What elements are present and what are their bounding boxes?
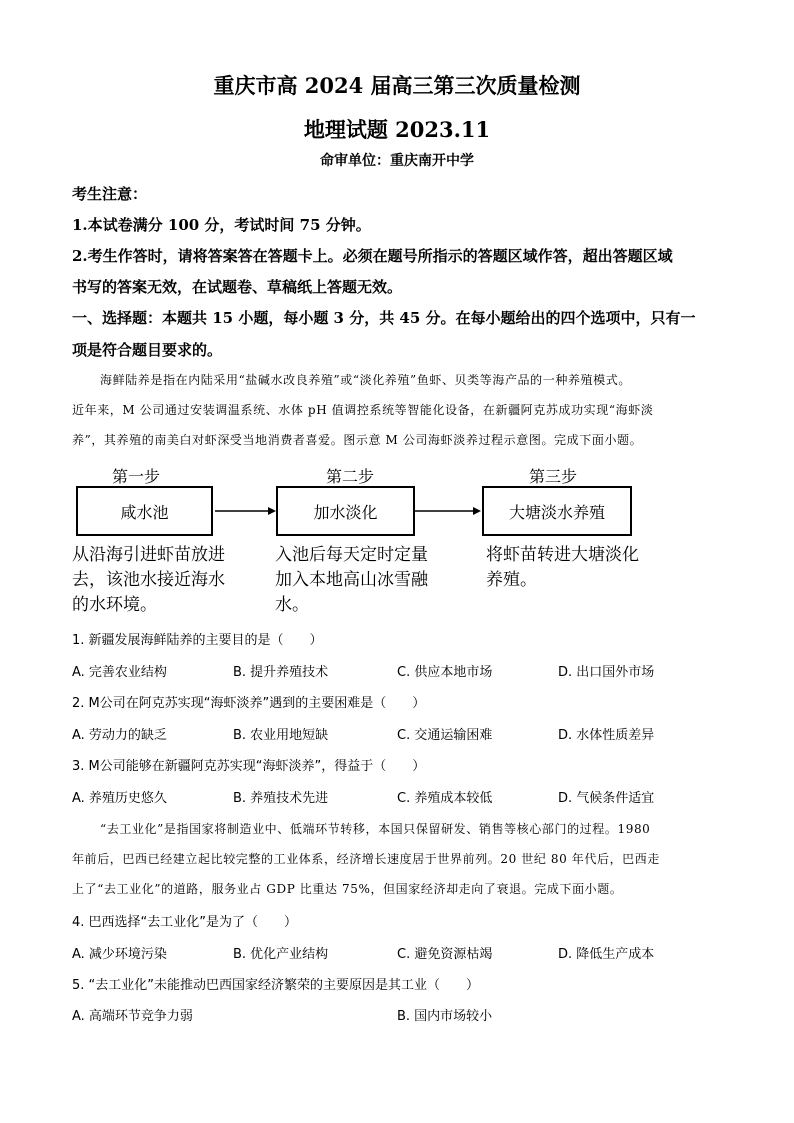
step-3-description: 将虾苗转进大塘淡化养殖。 [486,545,639,590]
question-3-option-d: D. 气候条件适宜 [558,791,655,806]
question-2-option-c: C. 交通运输困难 [397,728,493,743]
question-3-option-c: C. 养殖成本较低 [397,791,493,806]
flow-arrows [213,503,483,519]
notice-heading: 考生注意： [72,185,148,203]
step-2-description: 入池后每天定时定量加入本地高山冰雪融水。 [275,545,428,615]
question-5-option-b: B. 国内市场较小 [397,1009,493,1024]
passage-2-line3: 上了“去工业化”的道路，服务业占 GDP 比重达 75%，但国家经济却走向了衰退。完成下面小题。 [72,882,623,896]
section-1-instructions-line1: 一、选择题：本题共 15 小题，每小题 3 分，共 45 分。在每小题给出的四个选项中，只有一 [72,309,696,327]
section-1-instructions-line2: 项是符合题目要求的。 [72,341,223,359]
question-3-option-a: A. 养殖历史悠久 [72,791,167,806]
passage-1-line2: 近年来，M 公司通过安装调温系统、水体 pH 值调控系统等智能化设备，在新疆阿克苏成功实现“海虾淡 [72,403,654,417]
question-3-stem: 3. M公司能够在新疆阿克苏实现“海虾淡养”，得益于（ ） [72,759,426,774]
step-1-box: 咸水池 [76,486,213,536]
question-1-option-d: D. 出口国外市场 [558,665,655,680]
passage-1-line3: 养”，其养殖的南美白对虾深受当地消费者喜爱。图示意 M 公司海虾淡养过程示意图。完成下面小题。 [72,433,643,447]
question-4-option-b: B. 优化产业结构 [233,947,329,962]
step-1-heading: 第一步 [112,467,161,486]
question-5-stem: 5. “去工业化”未能推动巴西国家经济繁荣的主要原因是其工业（ ） [72,978,480,993]
step-2-box: 加水淡化 [276,486,415,536]
question-2-stem: 2. M公司在阿克苏实现“海虾淡养”遇到的主要困难是（ ） [72,696,426,711]
question-4-option-a: A. 减少环境污染 [72,947,167,962]
passage-2-line1: “去工业化”是指国家将制造业中、低端环节转移，本国只保留研发、销售等核心部门的过程。1980 [100,822,651,836]
question-4-option-c: C. 避免资源枯竭 [397,947,493,962]
exam-subtitle: 地理试题 2023.11 [303,117,491,142]
notice-item-2-line2: 书写的答案无效，在试题卷、草稿纸上答题无效。 [72,278,403,296]
passage-2-line2: 年前后，巴西已经建立起比较完整的工业体系，经济增长速度居于世界前列。20 世纪 80 年代后，巴西走 [72,852,660,866]
arrow-2-head [473,507,481,515]
notice-item-1: 1.本试卷满分 100 分，考试时间 75 分钟。 [72,216,371,234]
step-2-heading: 第二步 [326,467,375,486]
step-3-box: 大塘淡水养殖 [482,486,632,536]
arrow-1-head [268,507,276,515]
question-1-option-a: A. 完善农业结构 [72,665,167,680]
question-4-option-d: D. 降低生产成本 [558,947,655,962]
question-1-stem: 1. 新疆发展海鲜陆养的主要目的是（ ） [72,633,323,648]
step-1-description: 从沿海引进虾苗放进去，该池水接近海水的水环境。 [72,545,225,615]
exam-title: 重庆市高 2024 届高三第三次质量检测 [213,73,581,98]
question-1-option-b: B. 提升养殖技术 [233,665,329,680]
step-3-heading: 第三步 [529,467,578,486]
question-4-stem: 4. 巴西选择“去工业化”是为了（ ） [72,915,298,930]
question-2-option-b: B. 农业用地短缺 [233,728,329,743]
notice-item-2-line1: 2.考生作答时，请将答案答在答题卡上。必须在题号所指示的答题区域作答，超出答题区域 [72,247,673,265]
exam-issuer: 命审单位：重庆南开中学 [320,153,474,169]
question-2-option-d: D. 水体性质差异 [558,728,655,743]
passage-1-line1: 海鲜陆养是指在内陆采用“盐碱水改良养殖”或“淡化养殖”鱼虾、贝类等海产品的一种养殖模式。 [100,373,631,387]
question-5-option-a: A. 高端环节竞争力弱 [72,1009,193,1024]
question-3-option-b: B. 养殖技术先进 [233,791,329,806]
question-2-option-a: A. 劳动力的缺乏 [72,728,167,743]
question-1-option-c: C. 供应本地市场 [397,665,493,680]
